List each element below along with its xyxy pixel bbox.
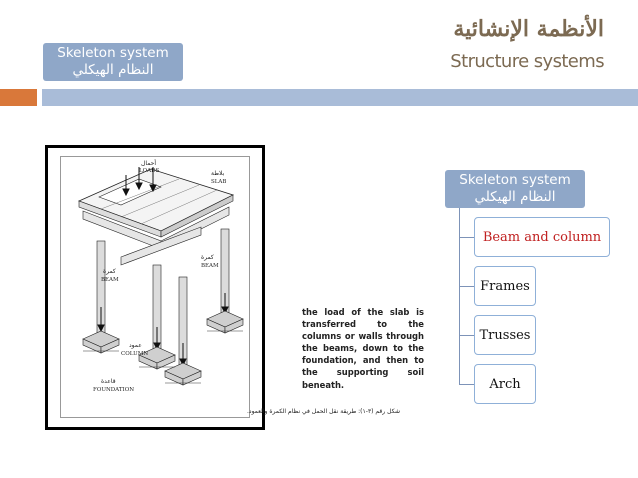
label-loads-en: LOADS bbox=[139, 168, 160, 174]
branch-connector bbox=[459, 384, 474, 385]
section-tag bbox=[43, 43, 183, 81]
columns bbox=[97, 229, 229, 369]
section-tag-arabic: النظام الهيكلي bbox=[72, 62, 154, 78]
figure-caption: شكل رقم (٣-١): طريقة نقل الحمل في نظام الكمرة والعمود. bbox=[247, 408, 400, 415]
label-beam-en-right: BEAM bbox=[201, 263, 219, 269]
branch-connector bbox=[459, 335, 474, 336]
foundations bbox=[83, 311, 243, 385]
label-foundation-ar: قاعدة bbox=[101, 378, 116, 385]
label-slab-en: SLAB bbox=[211, 179, 227, 185]
panel-title-arabic: النظام الهيكلي bbox=[474, 189, 556, 205]
section-tag-english: Skeleton system bbox=[57, 45, 169, 61]
label-slab-ar: بلاطة bbox=[211, 170, 225, 177]
system-item-beam-and-column[interactable]: Beam and column bbox=[474, 217, 610, 257]
header-divider-bar bbox=[42, 89, 638, 106]
label-beam-ar-right: كمرة bbox=[201, 254, 214, 261]
label-loads-ar: أحمال bbox=[141, 160, 157, 167]
system-item-trusses[interactable]: Trusses bbox=[474, 315, 536, 355]
label-beam-en-left: BEAM bbox=[101, 277, 119, 283]
tree-connector bbox=[459, 208, 460, 384]
label-column-ar: عمود bbox=[129, 342, 142, 349]
label-foundation-en: FOUNDATION bbox=[93, 387, 135, 393]
system-item-frames[interactable]: Frames bbox=[474, 266, 536, 306]
panel-title-english: Skeleton system bbox=[459, 172, 571, 188]
branch-connector bbox=[459, 286, 474, 287]
brand-title-english: Structure systems bbox=[450, 51, 604, 72]
brand-title-arabic: الأنظمة الإنشائية bbox=[453, 16, 604, 42]
label-column-en: COLUMN bbox=[121, 351, 149, 357]
description-text: the load of the slab is transferred to the columns or walls through the beams, down to the foundation, and then to the supporting soil beneath. bbox=[302, 307, 424, 390]
panel-header bbox=[445, 170, 585, 208]
system-item-arch[interactable]: Arch bbox=[474, 364, 536, 404]
header-accent-bar bbox=[0, 89, 37, 106]
branch-connector bbox=[459, 237, 474, 238]
label-beam-ar-left: كمرة bbox=[103, 268, 116, 275]
